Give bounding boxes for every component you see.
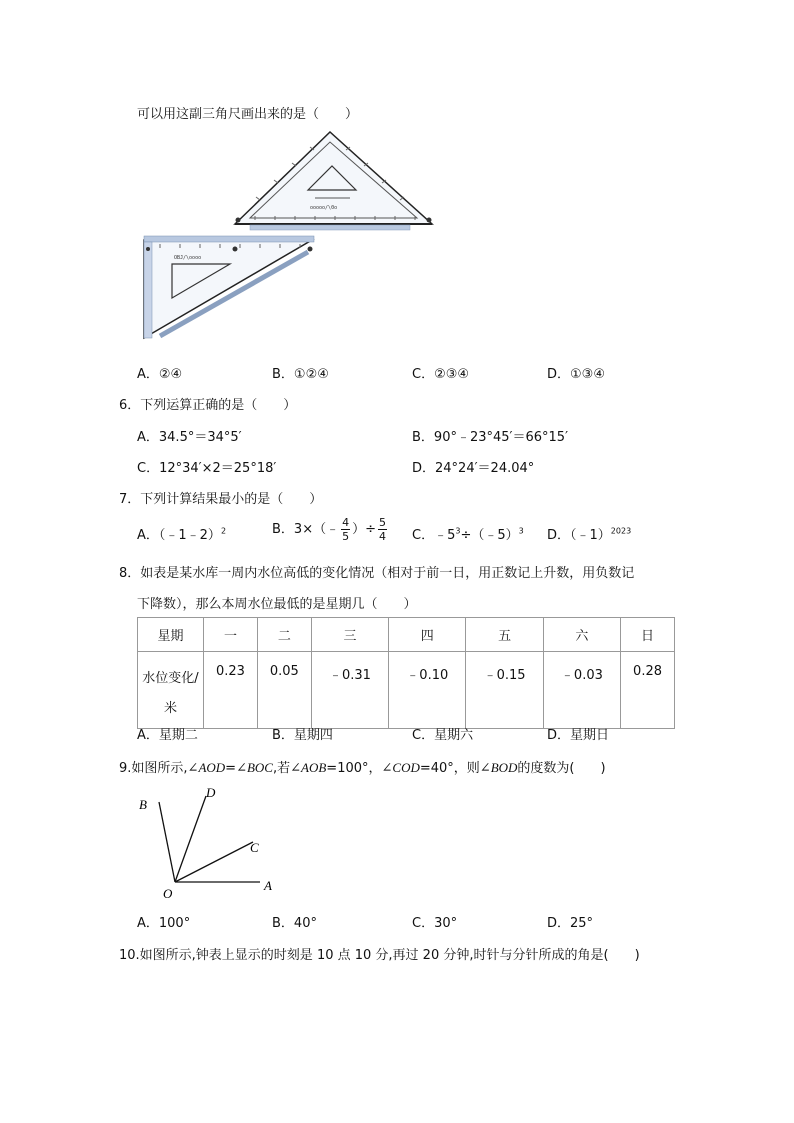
q7-b-frac2-num: 5 bbox=[379, 516, 386, 529]
table-header-row bbox=[138, 618, 675, 652]
q9-angle-figure bbox=[130, 782, 290, 902]
q5-option-b[interactable]: B．①②④ bbox=[272, 367, 329, 382]
triangle-rulers-figure bbox=[140, 128, 440, 343]
row-label-line1: 水位变化/ bbox=[142, 671, 199, 686]
table-header-cell: 日 bbox=[621, 618, 675, 652]
q7-option-d[interactable] bbox=[547, 524, 631, 543]
q7-b-frac2-den: 4 bbox=[379, 530, 386, 543]
table-cell: 0.05 bbox=[257, 652, 311, 729]
row-label-line2: 米 bbox=[163, 701, 177, 716]
q7-a-exponent: 2 bbox=[220, 526, 227, 536]
table-header-cell: 二 bbox=[257, 618, 311, 652]
q9-val1: =100°， bbox=[326, 761, 382, 776]
q8-option-b[interactable]: B．星期四 bbox=[272, 728, 333, 743]
q9-option-a[interactable]: A．100° bbox=[137, 916, 191, 931]
q6-option-c[interactable]: C．12°34′×2＝25°18′ bbox=[137, 461, 277, 476]
q9-angle-aob: ∠AOB bbox=[290, 760, 327, 775]
q7-option-b[interactable] bbox=[272, 516, 389, 543]
q9-eq: = bbox=[225, 761, 237, 776]
table-cell: 0.23 bbox=[204, 652, 258, 729]
table-cell: ﹣0.15 bbox=[466, 652, 543, 729]
q7-c-exp1: 3 bbox=[455, 526, 461, 536]
q7-a-text: A．（﹣1﹣2） bbox=[137, 528, 221, 543]
q6-option-b[interactable]: B．90°﹣23°45′＝66°15′ bbox=[412, 430, 569, 445]
q7-c-exp2: 3 bbox=[518, 526, 524, 536]
q9-prefix: 9.如图所示, bbox=[119, 761, 188, 776]
q7-d-exponent: 2023 bbox=[610, 526, 632, 536]
q7-d-text: D．（﹣1） bbox=[547, 528, 611, 543]
ruler-label-bottom: OBJ/\oooo bbox=[174, 255, 202, 261]
q5-option-c[interactable]: C．②③④ bbox=[412, 367, 470, 382]
q10-stem: 10.如图所示,钟表上显示的时刻是 10 点 10 分,再过 20 分钟,时针与分针所成的角是( ) bbox=[119, 948, 640, 963]
q7-b-mid: ）÷ bbox=[352, 522, 376, 537]
q5-option-d[interactable]: D．①③④ bbox=[547, 367, 605, 382]
q9-angle-bod: ∠BOD bbox=[479, 760, 518, 775]
q5-option-a[interactable]: A．②④ bbox=[137, 367, 183, 382]
table-header-cell: 一 bbox=[204, 618, 258, 652]
q9-suffix: 的度数为( ) bbox=[517, 761, 606, 776]
q7-b-prefix: B．3×（﹣ bbox=[272, 522, 340, 537]
q7-b-fraction-2 bbox=[378, 516, 387, 543]
q5-stem: 可以用这副三角尺画出来的是（ ） bbox=[137, 107, 359, 122]
table-row-label bbox=[138, 652, 204, 729]
water-level-table bbox=[137, 617, 675, 729]
q7-option-a[interactable] bbox=[137, 524, 226, 543]
table-header-cell: 五 bbox=[466, 618, 543, 652]
q6-option-d[interactable]: D．24°24′＝24.04° bbox=[412, 461, 535, 476]
table-row bbox=[138, 652, 675, 729]
label-o: O bbox=[163, 886, 173, 901]
q8-stem-line2: 下降数），那么本周水位最低的是星期几（ ） bbox=[137, 597, 417, 612]
q7-c-mid: ÷（﹣5） bbox=[460, 528, 519, 543]
q9-option-d[interactable]: D．25° bbox=[547, 916, 594, 931]
ruler-label-top: ooooo/\0o bbox=[310, 205, 338, 211]
q7-b-frac1-num: 4 bbox=[342, 516, 350, 529]
table-cell: ﹣0.10 bbox=[389, 652, 466, 729]
set-square-30-icon bbox=[144, 236, 314, 338]
label-d: D bbox=[206, 785, 216, 800]
q7-c-text: C．﹣5 bbox=[412, 528, 456, 543]
label-b: B bbox=[139, 797, 147, 812]
table-header-cell: 星期 bbox=[138, 618, 204, 652]
q9-mid: ,若 bbox=[272, 761, 291, 776]
q9-option-b[interactable]: B．40° bbox=[272, 916, 317, 931]
q8-option-c[interactable]: C．星期六 bbox=[412, 728, 474, 743]
q6-option-a[interactable]: A．34.5°＝34°5′ bbox=[137, 430, 242, 445]
q8-option-d[interactable]: D．星期日 bbox=[547, 728, 610, 743]
q9-angle-aod: ∠AOD bbox=[187, 760, 226, 775]
table-header-cell: 三 bbox=[311, 618, 388, 652]
table-header-cell: 六 bbox=[543, 618, 620, 652]
label-c: C bbox=[250, 840, 259, 855]
q8-stem-line1: 8．如表是某水库一周内水位高低的变化情况（相对于前一日，用正数记上升数，用负数记 bbox=[119, 566, 635, 581]
q9-option-c[interactable]: C．30° bbox=[412, 916, 458, 931]
q9-stem bbox=[119, 757, 606, 776]
q9-angle-cod: ∠COD bbox=[381, 760, 420, 775]
q9-angle-boc: ∠BOC bbox=[236, 760, 273, 775]
q7-option-c[interactable] bbox=[412, 524, 524, 543]
q9-val2: =40°，则 bbox=[419, 761, 480, 776]
table-header-cell: 四 bbox=[389, 618, 466, 652]
q8-option-a[interactable]: A．星期二 bbox=[137, 728, 198, 743]
table-cell: ﹣0.03 bbox=[543, 652, 620, 729]
q7-b-frac1-den: 5 bbox=[342, 530, 350, 543]
q6-stem: 6．下列运算正确的是（ ） bbox=[119, 398, 297, 413]
table-cell: 0.28 bbox=[621, 652, 675, 729]
label-a: A bbox=[264, 878, 272, 893]
q7-b-fraction-1 bbox=[341, 516, 350, 543]
table-cell: ﹣0.31 bbox=[311, 652, 388, 729]
q7-stem: 7．下列计算结果最小的是（ ） bbox=[119, 492, 323, 507]
